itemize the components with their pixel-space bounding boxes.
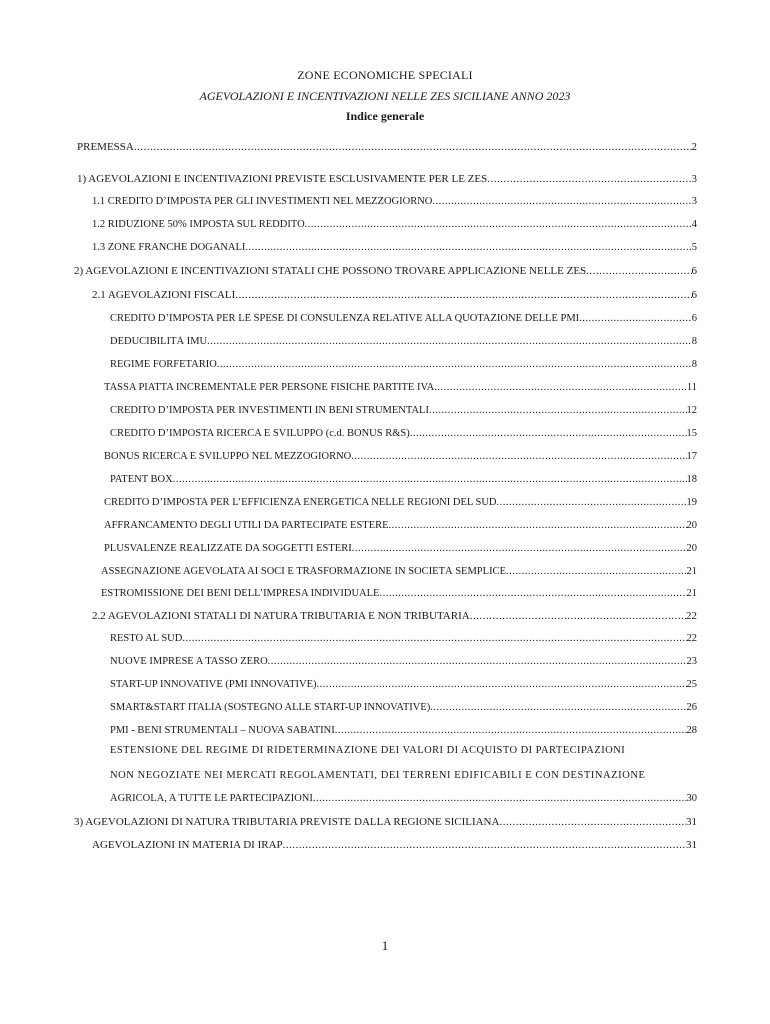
toc-dot-leader: [429, 405, 687, 416]
toc-entry-efficienza-energetica[interactable]: [104, 497, 697, 513]
toc-entry-nuova-sabatini[interactable]: [110, 725, 697, 741]
toc-dot-leader: [410, 428, 687, 439]
toc-dot-leader: [235, 289, 691, 301]
toc-entry-affrancamento-utili[interactable]: [104, 520, 697, 536]
toc-page-number: 3: [691, 196, 697, 207]
toc-page-number: 21: [686, 566, 697, 577]
toc-entry-1-3[interactable]: [92, 242, 697, 258]
toc-page-number: 20: [686, 520, 697, 531]
toc-page-number: 5: [691, 242, 697, 253]
toc-entry-nuove-imprese[interactable]: [110, 656, 697, 672]
toc-dot-leader: [268, 656, 687, 667]
toc-entry-assegnazione-agevolata[interactable]: [101, 566, 697, 582]
toc-dot-leader: [182, 633, 686, 644]
toc-dot-leader: [499, 816, 686, 828]
toc-page-number: 23: [686, 656, 697, 667]
toc-page-number: 25: [686, 679, 697, 690]
toc-dot-leader: [245, 242, 691, 253]
toc-entry-text: PMI - BENI STRUMENTALI – NUOVA SABATINI: [110, 725, 335, 736]
toc-dot-leader: [313, 793, 687, 804]
toc-dot-leader: [430, 702, 686, 713]
toc-entry-1-2[interactable]: [92, 219, 697, 235]
toc-entry-start-up-innovative[interactable]: [110, 679, 697, 695]
toc-entry-text: 3) AGEVOLAZIONI DI NATURA TRIBUTARIA PREVISTE DALLA REGIONE SICILIANA: [74, 816, 500, 828]
toc-page-number: 21: [686, 588, 697, 599]
toc-page-number: 15: [686, 428, 697, 439]
toc-entry-text: CREDITO D’IMPOSTA PER LE SPESE DI CONSULENZA RELATIVE ALLA QUOTAZIONE DELLE PMI: [110, 313, 580, 324]
toc-entry-patent-box[interactable]: [110, 474, 697, 490]
toc-dot-leader: [434, 382, 687, 393]
toc-dot-leader: [207, 336, 692, 347]
toc-entry-text: AFFRANCAMENTO DEGLI UTILI DA PARTECIPATE ESTERE: [104, 520, 389, 531]
toc-page-number: 18: [686, 474, 697, 485]
toc-entry-bonus-ricerca-mezzogiorno[interactable]: [104, 451, 697, 467]
toc-dot-leader: [432, 196, 691, 207]
toc-entry-text: REGIME FORFETARIO: [110, 359, 217, 370]
toc-page-number: 6: [691, 289, 697, 301]
toc-page-number: 30: [686, 793, 697, 804]
toc-entry-text: START-UP INNOVATIVE (PMI INNOVATIVE): [110, 679, 317, 690]
toc-entry-text: CREDITO D’IMPOSTA PER L’EFFICIENZA ENERGETICA NELLE REGIONI DEL SUD: [104, 497, 497, 508]
toc-entry-text: PATENT BOX: [110, 474, 173, 485]
toc-dot-leader: [305, 219, 692, 230]
toc-dot-leader: [506, 566, 687, 577]
toc-dot-leader: [470, 610, 686, 622]
toc-dot-leader: [283, 839, 686, 851]
toc-dot-leader: [352, 543, 687, 554]
toc-page-number: 28: [686, 725, 697, 736]
toc-dot-leader: [497, 497, 687, 508]
toc-title: Indice generale: [345, 109, 425, 123]
toc-page-number: 17: [686, 451, 697, 462]
toc-page-number: 4: [691, 219, 697, 230]
toc-entry-1-1[interactable]: [92, 196, 697, 212]
toc-entry-text: 1.2 RIDUZIONE 50% IMPOSTA SUL REDDITO: [92, 219, 305, 230]
toc-entry-text: 1) AGEVOLAZIONI E INCENTIVAZIONI PREVISTE ESCLUSIVAMENTE PER LE ZES: [77, 173, 488, 185]
toc-entry-text: PLUSVALENZE REALIZZATE DA SOGGETTI ESTERI: [104, 543, 352, 554]
toc-entry-text: TASSA PIATTA INCREMENTALE PER PERSONE FISICHE PARTITE IVA: [104, 382, 435, 393]
document-subtitle: AGEVOLAZIONI E INCENTIVAZIONI NELLE ZES SICILIANE ANNO 2023: [199, 89, 571, 103]
toc-dot-leader: [487, 173, 691, 185]
toc-entry-text: AGEVOLAZIONI IN MATERIA DI IRAP: [92, 839, 283, 851]
toc-entry-estensione-line-3[interactable]: [110, 793, 697, 809]
toc-page-number: 12: [686, 405, 697, 416]
toc-page-number: 20: [686, 543, 697, 554]
toc-page-number: 6: [691, 313, 697, 324]
toc-entry-deducibilita-imu[interactable]: [110, 336, 697, 352]
toc-entry-tassa-piatta[interactable]: [104, 382, 697, 398]
toc-entry-text: SMART&START ITALIA (SOSTEGNO ALLE START-UP INNOVATIVE): [110, 702, 431, 713]
toc-dot-leader: [351, 451, 686, 462]
toc-dot-leader: [173, 474, 687, 485]
toc-entry-2-1[interactable]: [92, 289, 697, 305]
toc-entry-credito-consulenza[interactable]: [110, 313, 697, 329]
toc-entry-credito-beni-strumentali[interactable]: [110, 405, 697, 421]
toc-dot-leader: [335, 725, 687, 736]
toc-entry-irap[interactable]: [92, 839, 697, 855]
toc-entry-section-1[interactable]: [77, 173, 697, 189]
toc-page-number: 31: [686, 816, 697, 828]
toc-page-number: 11: [686, 382, 697, 393]
toc-entry-text: 2.2 AGEVOLAZIONI STATALI DI NATURA TRIBUTARIA E NON TRIBUTARIA: [92, 610, 470, 622]
toc-page-number: 22: [686, 610, 697, 622]
toc-page-number: 6: [691, 265, 697, 277]
toc-entry-estromissione-beni[interactable]: [101, 588, 697, 604]
toc-entry-text: DEDUCIBILITÀ IMU: [110, 336, 208, 347]
toc-page-number: 2: [691, 141, 697, 153]
toc-entry-credito-ricerca-sviluppo[interactable]: [110, 428, 697, 444]
toc-page-number: 31: [686, 839, 697, 851]
toc-page-number: 26: [686, 702, 697, 713]
toc-entry-text: NUOVE IMPRESE A TASSO ZERO: [110, 656, 268, 667]
toc-dot-leader: [579, 313, 692, 324]
toc-dot-leader: [317, 679, 687, 690]
page-number: 1: [381, 938, 389, 953]
toc-entry-regime-forfetario[interactable]: [110, 359, 697, 375]
toc-entry-text: ESTROMISSIONE DEI BENI DELL’IMPRESA INDIVIDUALE: [101, 588, 380, 599]
toc-entry-smart-start[interactable]: [110, 702, 697, 718]
toc-page-number: 19: [686, 497, 697, 508]
toc-entry-text: ASSEGNAZIONE AGEVOLATA AI SOCI E TRASFORMAZIONE IN SOCIETÀ SEMPLICE: [101, 566, 506, 577]
document-heading: ZONE ECONOMICHE SPECIALI: [297, 68, 473, 82]
toc-page-number: 22: [686, 633, 697, 644]
toc-entry-resto-al-sud[interactable]: [110, 633, 697, 649]
toc-page-number: 8: [691, 359, 697, 370]
toc-entry-estensione-line-2[interactable]: NON NEGOZIATE NEI MERCATI REGOLAMENTATI, DEI TERRENI EDIFICABILI E CON DESTINAZIONE: [110, 770, 646, 781]
toc-entry-plusvalenze[interactable]: [104, 543, 697, 559]
toc-entry-2-2[interactable]: [92, 610, 697, 626]
toc-page-number: 8: [691, 336, 697, 347]
toc-entry-estensione-line-1[interactable]: ESTENSIONE DEL REGIME DI RIDETERMINAZIONE DEI VALORI DI ACQUISTO DI PARTECIPAZIONI: [110, 745, 626, 756]
toc-dot-leader: [217, 359, 692, 370]
toc-page-number: 3: [691, 173, 697, 185]
toc-dot-leader: [389, 520, 687, 531]
toc-entry-section-2[interactable]: [74, 265, 697, 281]
toc-entry-text: RESTO AL SUD: [110, 633, 183, 644]
toc-entry-text: BONUS RICERCA E SVILUPPO NEL MEZZOGIORNO: [104, 451, 352, 462]
toc-entry-text: CREDITO D’IMPOSTA PER INVESTIMENTI IN BENI STRUMENTALI: [110, 405, 429, 416]
toc-entry-text: AGRICOLA, A TUTTE LE PARTECIPAZIONI: [110, 793, 313, 804]
toc-entry-text: 1.1 CREDITO D’IMPOSTA PER GLI INVESTIMENTI NEL MEZZOGIORNO: [92, 196, 433, 207]
toc-entry-premessa[interactable]: [77, 141, 697, 157]
toc-entry-text: PREMESSA: [77, 141, 134, 153]
toc-entry-text: 1.3 ZONE FRANCHE DOGANALI: [92, 242, 246, 253]
toc-dot-leader: [379, 588, 686, 599]
toc-dot-leader: [586, 265, 691, 277]
toc-entry-text: CREDITO D’IMPOSTA RICERCA E SVILUPPO (c.d. BONUS R&S): [110, 428, 410, 439]
toc-entry-text: 2.1 AGEVOLAZIONI FISCALI: [92, 289, 236, 301]
toc-entry-section-3[interactable]: [74, 816, 697, 832]
toc-dot-leader: [134, 141, 692, 153]
toc-entry-text: 2) AGEVOLAZIONI E INCENTIVAZIONI STATALI CHE POSSONO TROVARE APPLICAZIONE NELLE ZES: [74, 265, 587, 277]
